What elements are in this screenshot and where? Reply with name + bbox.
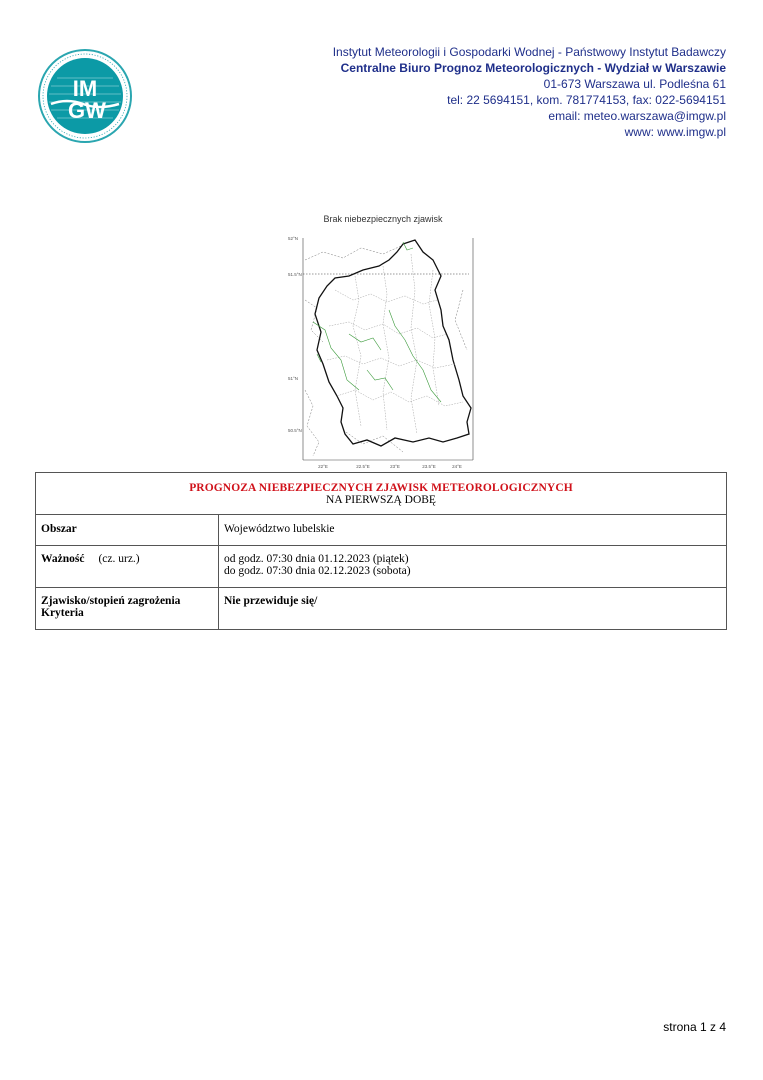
warning-map [283, 214, 483, 472]
institute-header [333, 44, 726, 140]
region-map-svg [283, 230, 483, 472]
institute-name: Instytut Meteorologii i Gospodarki Wodnej - Państwowy Instytut Badawczy [332, 45, 726, 59]
warning-table [35, 472, 727, 630]
imgw-logo [37, 48, 133, 144]
lon-label: 23°E [390, 464, 400, 469]
lat-label: 50.5°N [288, 428, 302, 433]
area-value: Województwo lubelskie [219, 515, 727, 546]
phenomenon-label: Zjawisko/stopień zagrożenia [41, 595, 181, 607]
lat-label: 51°N [288, 376, 299, 381]
email-line: email: meteo.warszawa@imgw.pl [548, 109, 726, 123]
logo-text-bottom: GW [68, 98, 106, 123]
lat-label: 52°N [288, 236, 299, 241]
criteria-label: Kryteria [41, 607, 84, 619]
table-row [36, 546, 727, 588]
department-name: Centralne Biuro Prognoz Meteorologicznych - Wydział w Warszawie [340, 61, 726, 75]
table-row [36, 588, 727, 630]
validity-value-cell [219, 546, 727, 588]
validity-from: od godz. 07:30 dnia 01.12.2023 (piątek) [224, 553, 409, 565]
page-number: strona 1 z 4 [663, 1020, 726, 1034]
phenomenon-value: Nie przewiduje się/ [219, 588, 727, 630]
warning-header-cell [36, 473, 727, 515]
validity-to: do godz. 07:30 dnia 02.12.2023 (sobota) [224, 565, 411, 577]
lon-label: 22.5°E [356, 464, 370, 469]
validity-label-cell [36, 546, 219, 588]
lon-label: 24°E [452, 464, 462, 469]
lon-label: 23.5°E [422, 464, 436, 469]
validity-unit: (cz. urz.) [98, 553, 140, 565]
table-row [36, 515, 727, 546]
region-outline [315, 240, 471, 446]
lat-label: 51.5°N [288, 272, 302, 277]
logo-text-top: IM [72, 76, 98, 101]
phone-line: tel: 22 5694151, kom. 781774153, fax: 022-5694151 [447, 93, 726, 107]
area-label: Obszar [36, 515, 219, 546]
warning-title: PROGNOZA NIEBEZPIECZNYCH ZJAWISK METEOROLOGICZNYCH [189, 482, 573, 494]
website-line: www: www.imgw.pl [624, 125, 726, 139]
phenomenon-label-cell [36, 588, 219, 630]
lon-label: 22°E [318, 464, 328, 469]
warning-subtitle: NA PIERWSZĄ DOBĘ [326, 494, 436, 506]
validity-label: Ważność [41, 553, 85, 565]
address: 01-673 Warszawa ul. Podleśna 61 [543, 77, 726, 91]
table-header-row [36, 473, 727, 515]
map-title: Brak niebezpiecznych zjawisk [323, 214, 443, 224]
